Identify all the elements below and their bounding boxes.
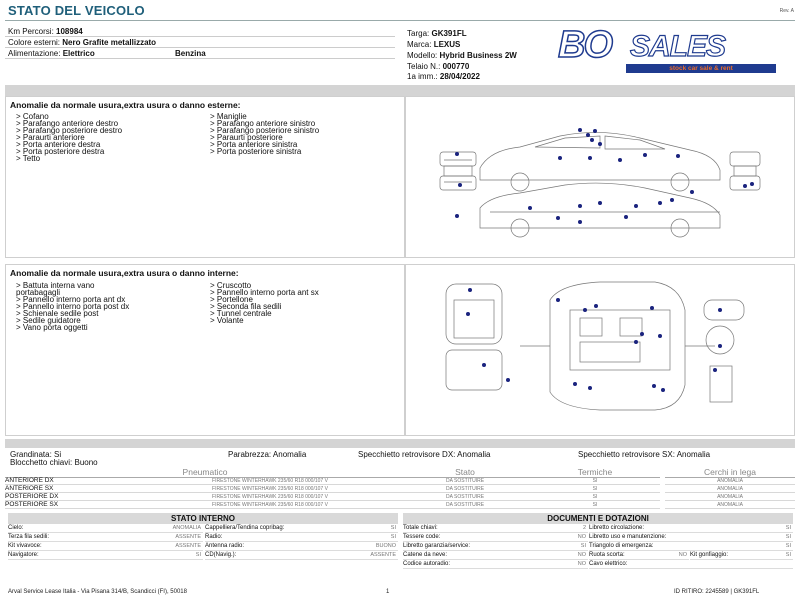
list-item: > Tunnel centrale xyxy=(210,309,272,318)
tyre-position: ANTERIORE SX xyxy=(5,485,140,493)
logo-sales: SALES xyxy=(630,30,726,63)
list-item: > Porta anteriore destra xyxy=(16,140,101,149)
list-item: > Vano porta oggetti xyxy=(16,323,88,332)
list-item: > Parafango anteriore sinistro xyxy=(210,119,316,128)
kv-libretto-garanzia: Libretto garanzia/service: SI xyxy=(403,543,586,549)
row-divider xyxy=(5,58,395,59)
list-item: > Cruscotto xyxy=(210,281,252,290)
tyre-position: POSTERIORE DX xyxy=(5,493,140,501)
list-item: > Tetto xyxy=(16,154,41,163)
list-item: > Porta posteriore destra xyxy=(16,147,105,156)
tyre-state: DA SOSTITUIRE xyxy=(400,477,530,485)
tyre-winter: SI xyxy=(530,485,660,493)
kv-ruota-scorta: Ruota scorta: NO xyxy=(589,552,687,558)
tyre-rim: ANOMALIA xyxy=(665,485,795,493)
kv-tessere-code: Tessere code: NO xyxy=(403,534,586,540)
side-view-top xyxy=(480,132,720,191)
plate-field: Targa: GK391FL xyxy=(407,29,467,38)
list-item: > Volante xyxy=(210,316,244,325)
row-divider xyxy=(5,36,395,37)
kv-kit-gonfiaggio: Kit gonfiaggio: SI xyxy=(690,552,791,558)
bo-sales-logo xyxy=(558,24,780,76)
kv-cavo-elettrico: Cavo elettrico: xyxy=(589,560,793,569)
list-item: > Porta anteriore sinistra xyxy=(210,140,298,149)
tyre-winter: SI xyxy=(530,493,660,501)
list-item: > Sedile guidatore xyxy=(16,316,81,325)
interior-damage-diagram xyxy=(430,270,780,430)
internal-anomalies-title: Anomalie da normale usura,extra usura o danno interne: xyxy=(10,268,239,278)
documents-title: DOCUMENTI E DOTAZIONI xyxy=(403,513,793,524)
tyre-position: POSTERIORE SX xyxy=(5,501,140,509)
kv-libretto-circolazione: Libretto circolazione: SI xyxy=(589,525,791,531)
internal-list-col2 xyxy=(210,282,319,324)
list-item: > Battuta interna vano xyxy=(16,281,95,290)
page-title: STATO DEL VEICOLO xyxy=(8,3,145,18)
kv-cd: CD(Navig.): ASSENTE xyxy=(205,552,396,558)
footer-id: ID RITIRO: 2245589 | GK391FL xyxy=(674,589,760,595)
external-anomalies-title: Anomalie da normale usura,extra usura o danno esterne: xyxy=(10,100,241,110)
kv-catene: Catene da neve: NO xyxy=(403,552,586,558)
mirror-sx-status: Specchietto retrovisore SX: Anomalia xyxy=(578,450,711,459)
km-field: Km Percorsi: 108984 xyxy=(8,27,83,36)
tyre-winter: SI xyxy=(530,477,660,485)
chassis-field: Telaio N.: 000770 xyxy=(407,62,470,71)
damage-markers xyxy=(455,128,754,224)
list-item: > Paraurti anteriore xyxy=(16,133,85,142)
kv-navigatore: Navigatore: SI xyxy=(8,552,201,558)
list-item: > Pannello interno porta ant sx xyxy=(210,288,319,297)
tyre-model: FIRESTONE WINTERHAWK 235/60 R18 000/107 V xyxy=(140,485,400,493)
row-divider xyxy=(5,47,395,48)
cabin-top-view xyxy=(520,282,715,410)
list-item: > Parafango posteriore destro xyxy=(16,126,123,135)
list-item: > Maniglie xyxy=(210,112,247,121)
tyre-state: DA SOSTITUIRE xyxy=(400,485,530,493)
internal-list-col1 xyxy=(16,282,129,331)
revision-label: Rev. A xyxy=(779,8,794,14)
kv-terza-fila: Terza fila sedili: ASSENTE xyxy=(8,534,201,540)
kv-cappelliera: Cappelliera/Tendina copribag: SI xyxy=(205,525,396,531)
logo-tagline: stock car sale & rent xyxy=(626,64,776,73)
front-view xyxy=(440,152,476,190)
external-list-col1 xyxy=(16,113,122,162)
rims-header: Cerchi in lega xyxy=(665,467,795,478)
tyre-state: DA SOSTITUIRE xyxy=(400,493,530,501)
tyre-header: Pneumatico xyxy=(5,467,405,478)
list-item: > Portellone xyxy=(210,295,253,304)
list-item: > Seconda fila sedili xyxy=(210,302,282,311)
state-header: Stato xyxy=(400,467,530,478)
footer-page-number: 1 xyxy=(386,589,390,595)
list-item: portabagagli xyxy=(16,288,61,297)
brand-field: Marca: LEXUS xyxy=(407,40,461,49)
logo-bo: BO xyxy=(558,24,611,66)
fuel-field: Alimentazione: Elettrico xyxy=(8,49,95,58)
list-item: > Porta posteriore sinistra xyxy=(210,147,302,156)
tyre-state: DA SOSTITUIRE xyxy=(400,501,530,509)
kv-radio: Radio: SI xyxy=(205,534,396,540)
tyre-rim: ANOMALIA xyxy=(665,493,795,501)
model-field: Modello: Hybrid Business 2W xyxy=(407,51,517,60)
kv-triangolo: Triangolo di emergenza: SI xyxy=(589,543,791,549)
kv-totale-chiavi: Totale chiavi: 2 xyxy=(403,525,586,531)
list-item: > Pannello interno porta ant dx xyxy=(16,295,126,304)
internal-state-title: STATO INTERNO xyxy=(8,513,398,524)
interior-markers xyxy=(466,288,722,392)
list-item: > Paraurti posteriore xyxy=(210,133,283,142)
tyre-model: FIRESTONE WINTERHAWK 235/60 R18 000/107 V xyxy=(140,493,400,501)
external-list-col2 xyxy=(210,113,319,155)
tyre-rim: ANOMALIA xyxy=(665,477,795,485)
section-bar-2 xyxy=(5,439,795,448)
tyre-model: FIRESTONE WINTERHAWK 235/60 R18 000/107 V xyxy=(140,501,400,509)
list-item: > Parafango posteriore sinistro xyxy=(210,126,320,135)
list-item: > Cofano xyxy=(16,112,49,121)
dashboard-view xyxy=(704,300,744,402)
trunk-view xyxy=(446,284,502,390)
tyre-model: FIRESTONE WINTERHAWK 235/60 R18 000/107 V xyxy=(140,477,400,485)
fuel-field-2: Benzina xyxy=(175,49,206,58)
list-item: > Pannello interno porta post dx xyxy=(16,302,130,311)
kv-antenna: Antenna radio: BUONO xyxy=(205,543,396,549)
exterior-damage-diagram xyxy=(430,100,780,255)
winter-header: Termiche xyxy=(530,467,660,478)
side-view-bottom xyxy=(480,183,720,237)
tyre-winter: SI xyxy=(530,501,660,509)
kv-libretto-uso: Libretto uso e manutenzione: SI xyxy=(589,534,791,540)
header-divider xyxy=(5,20,795,21)
list-item: > Schienale sedile post xyxy=(16,309,99,318)
tyre-rim: ANOMALIA xyxy=(665,501,795,509)
color-field: Colore esterni: Nero Grafite metallizzato xyxy=(8,38,157,47)
mirror-dx-status: Specchietto retrovisore DX: Anomalia xyxy=(358,450,491,459)
registration-field: 1a imm.: 28/04/2022 xyxy=(407,72,480,81)
footer-company: Arval Service Lease Italia - Via Pisana 314/B, Scandicci (FI), 50018 xyxy=(8,589,187,595)
section-bar xyxy=(5,85,795,96)
kv-cielo: Cielo: ANOMALIA xyxy=(8,525,201,531)
windshield-status: Parabrezza: Anomalia xyxy=(228,450,307,459)
hail-status: Grandinata: Si xyxy=(10,450,62,459)
list-item: > Parafango anteriore destro xyxy=(16,119,119,128)
keys-status: Blocchetto chiavi: Buono xyxy=(10,458,98,467)
tyre-position: ANTERIORE DX xyxy=(5,477,140,485)
kv-codice-autoradio: Codice autoradio: NO xyxy=(403,561,586,567)
kv-vivavoce: Kit vivavoce: ASSENTE xyxy=(8,543,201,549)
